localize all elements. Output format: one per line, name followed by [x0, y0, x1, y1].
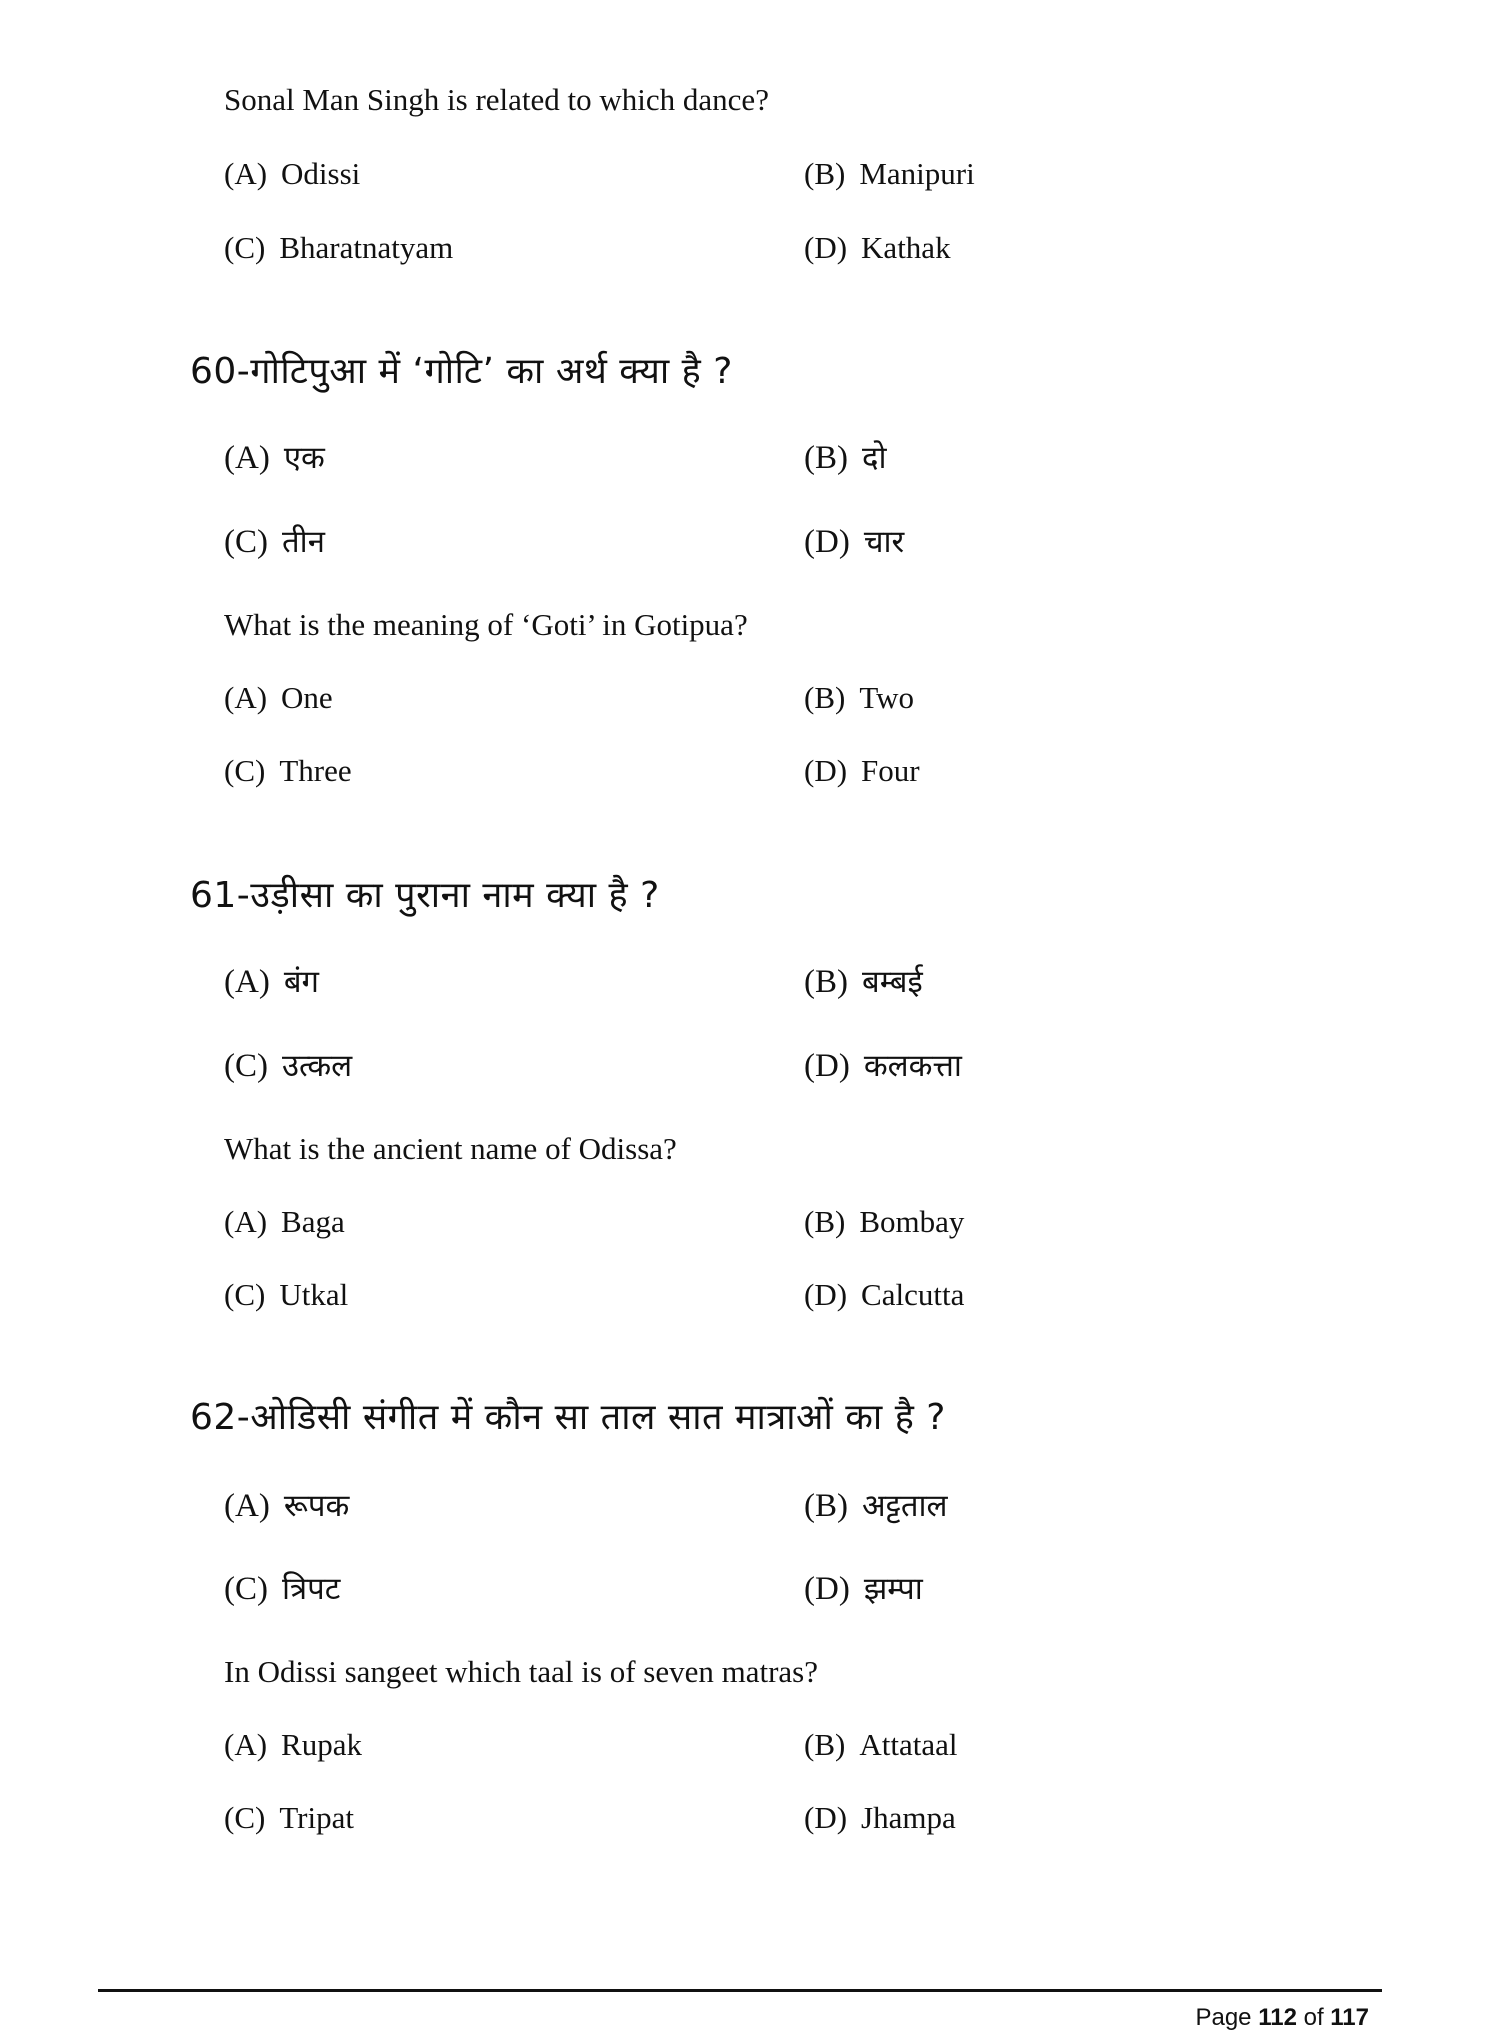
- q62-hi-option-a: [224, 1490, 349, 1523]
- option-text: उत्कल: [282, 1048, 353, 1084]
- option-letter: (C): [224, 524, 268, 560]
- option-text: दो: [862, 440, 887, 476]
- question-61-english: What is the ancient name of Odissa?: [224, 1131, 677, 1166]
- option-letter: (D): [804, 1048, 850, 1084]
- option-text: Kathak: [861, 230, 951, 265]
- option-letter: (B): [804, 156, 846, 191]
- option-text: बम्बई: [862, 964, 923, 1000]
- option-letter: (D): [804, 524, 850, 560]
- q59-option-d: [804, 232, 951, 263]
- q62-en-option-c: [224, 1802, 354, 1833]
- option-text: Two: [859, 680, 914, 715]
- q59-option-a: [224, 158, 360, 189]
- q61-hi-option-b: [804, 966, 923, 999]
- option-letter: (B): [804, 964, 848, 1000]
- option-letter: (B): [804, 680, 846, 715]
- option-text: अट्टताल: [862, 1488, 948, 1524]
- option-letter: (D): [804, 1277, 848, 1312]
- option-text: Rupak: [281, 1727, 362, 1762]
- q62-hi-option-b: [804, 1490, 948, 1523]
- q62-hi-option-c: [224, 1573, 340, 1606]
- page-word: Page: [1195, 2004, 1252, 2031]
- option-letter: (A): [224, 1727, 268, 1762]
- q61-en-option-a: [224, 1206, 345, 1237]
- option-letter: (C): [224, 1571, 268, 1607]
- q60-en-option-b: [804, 682, 914, 713]
- option-letter: (D): [804, 1571, 850, 1607]
- option-letter: (B): [804, 440, 848, 476]
- q61-hi-option-c: [224, 1050, 352, 1083]
- option-letter: (D): [804, 230, 848, 265]
- q62-en-option-d: [804, 1802, 956, 1833]
- q60-en-option-a: [224, 682, 333, 713]
- option-letter: (D): [804, 1800, 848, 1835]
- q61-hi-option-a: [224, 966, 319, 999]
- option-text: रूपक: [283, 1488, 350, 1524]
- option-text: Odissi: [281, 156, 361, 191]
- option-letter: (B): [804, 1727, 846, 1762]
- q60-hi-option-b: [804, 442, 887, 475]
- option-text: एक: [283, 440, 325, 476]
- option-text: Baga: [281, 1204, 345, 1239]
- option-letter: (A): [224, 964, 270, 1000]
- page-footer: [1195, 2004, 1369, 2032]
- option-text: Four: [861, 753, 920, 788]
- question-61-hindi: 61-उड़ीसा का पुराना नाम क्या है ?: [190, 875, 660, 916]
- option-text: Bombay: [859, 1204, 965, 1239]
- option-letter: (C): [224, 753, 266, 788]
- option-letter: (B): [804, 1204, 846, 1239]
- option-text: Utkal: [279, 1277, 349, 1312]
- q61-en-option-b: [804, 1206, 964, 1237]
- page-total: 117: [1330, 2004, 1369, 2031]
- option-text: चार: [863, 524, 905, 560]
- option-text: बंग: [283, 964, 319, 1000]
- option-letter: (A): [224, 680, 268, 715]
- option-letter: (A): [224, 156, 268, 191]
- footer-divider: [98, 1989, 1382, 1992]
- option-text: Calcutta: [861, 1277, 965, 1312]
- q62-en-option-a: [224, 1729, 362, 1760]
- q60-en-option-d: [804, 755, 920, 786]
- q60-en-option-c: [224, 755, 352, 786]
- option-letter: (D): [804, 753, 848, 788]
- q60-hi-option-d: [804, 526, 904, 559]
- option-letter: (C): [224, 1800, 266, 1835]
- option-text: झम्पा: [863, 1571, 923, 1607]
- q62-hi-option-d: [804, 1573, 923, 1606]
- option-letter: (B): [804, 1488, 848, 1524]
- option-text: Jhampa: [861, 1800, 956, 1835]
- q61-en-option-d: [804, 1279, 964, 1310]
- q61-hi-option-d: [804, 1050, 962, 1083]
- question-62-english: In Odissi sangeet which taal is of seven matras?: [224, 1654, 818, 1689]
- question-60-hindi: 60-गोटिपुआ में ‘गोटि’ का अर्थ क्या है ?: [190, 351, 733, 392]
- option-text: Bharatnatyam: [279, 230, 454, 265]
- option-text: तीन: [282, 524, 325, 560]
- option-letter: (A): [224, 440, 270, 476]
- of-word: of: [1303, 2004, 1324, 2031]
- q60-hi-option-c: [224, 526, 325, 559]
- option-text: One: [281, 680, 333, 715]
- option-text: Tripat: [279, 1800, 354, 1835]
- option-letter: (A): [224, 1204, 268, 1239]
- page-number: 112: [1258, 2004, 1297, 2031]
- question-59-english: Sonal Man Singh is related to which dance?: [224, 82, 769, 117]
- option-text: Three: [279, 753, 352, 788]
- option-letter: (A): [224, 1488, 270, 1524]
- option-text: त्रिपट: [282, 1571, 341, 1607]
- q59-option-b: [804, 158, 975, 189]
- option-text: Manipuri: [859, 156, 975, 191]
- option-text: कलकत्ता: [863, 1048, 962, 1084]
- q60-hi-option-a: [224, 442, 325, 475]
- question-60-english: What is the meaning of ‘Goti’ in Gotipua?: [224, 607, 748, 642]
- q59-option-c: [224, 232, 453, 263]
- option-letter: (C): [224, 1048, 268, 1084]
- option-letter: (C): [224, 230, 266, 265]
- question-62-hindi: 62-ओडिसी संगीत में कौन सा ताल सात मात्राओं का है ?: [190, 1397, 946, 1438]
- option-letter: (C): [224, 1277, 266, 1312]
- q61-en-option-c: [224, 1279, 348, 1310]
- q62-en-option-b: [804, 1729, 957, 1760]
- option-text: Attataal: [859, 1727, 958, 1762]
